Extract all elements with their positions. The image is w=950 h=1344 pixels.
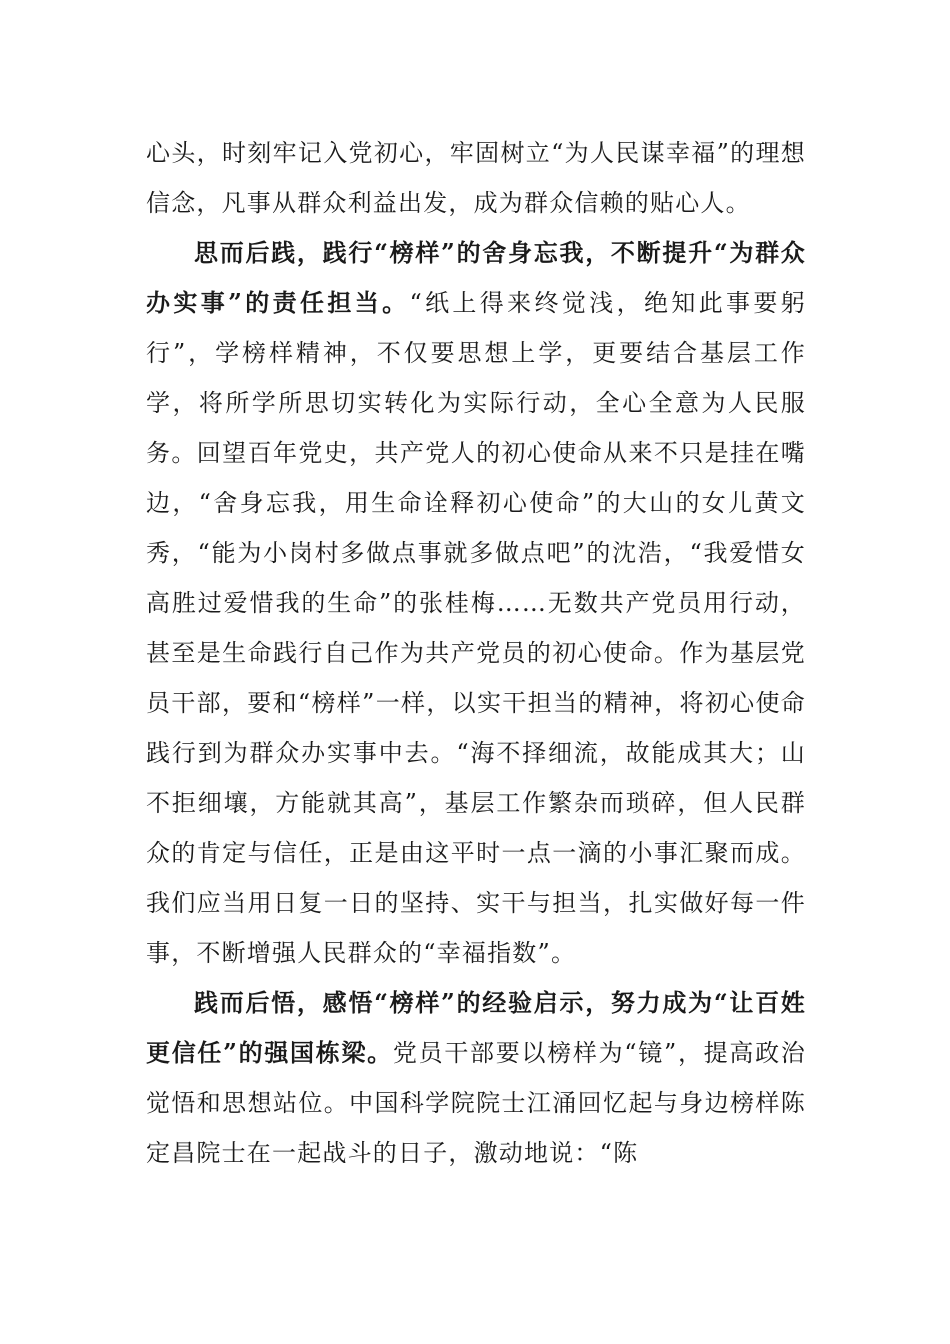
paragraph-heading: 践而后悟，感悟“榜样”的经验启示，努力成为“让百姓更信任”的强国栋梁。 — [146, 988, 806, 1067]
paragraph-heading: 思而后践，践行“榜样”的舍身忘我，不断提升“为群众办实事”的责任担当。 — [146, 238, 806, 317]
document-body — [146, 128, 806, 1178]
paragraph-text: 心头，时刻牢记入党初心，牢固树立“为人民谋幸福”的理想信念，凡事从群众利益出发，成为群众信赖的贴心人。 — [146, 139, 806, 217]
paragraph-text: 党员干部要以榜样为“镜”，提高政治觉悟和思想站位。中国科学院院士江涌回忆起与身边榜样陈定昌院士在一起战斗的日子，激动地说：“陈 — [146, 1039, 806, 1167]
paragraph-text: “纸上得来终觉浅，绝知此事要躬行”，学榜样精神，不仅要思想上学，更要结合基层工作学，将所学所思切实转化为实际行动，全心全意为人民服务。回望百年党史，共产党人的初心使命从来不只是挂在嘴边，“舍身忘我，用生命诠释初心使命”的大山的女儿黄文秀，“能为小岗村多做点事就多做点吧”的沈浩，“我爱惜女高胜过爱惜我的生命”的张桂梅……无数共产党员用行动，甚至是生命践行自己作为共产党员的初心使命。作为基层党员干部，要和“榜样”一样，以实干担当的精神，将初心使命践行到为群众办实事中去。“海不择细流，故能成其大；山不拒细壤，方能就其高”，基层工作繁杂而琐碎，但人民群众的肯定与信任，正是由这平时一点一滴的小事汇聚而成。我们应当用日复一日的坚持、实干与担当，扎实做好每一件事，不断增强人民群众的“幸福指数”。 — [146, 289, 806, 967]
paragraph-continuation — [146, 128, 806, 228]
paragraph-practice — [146, 228, 806, 978]
paragraph-insight — [146, 978, 806, 1178]
